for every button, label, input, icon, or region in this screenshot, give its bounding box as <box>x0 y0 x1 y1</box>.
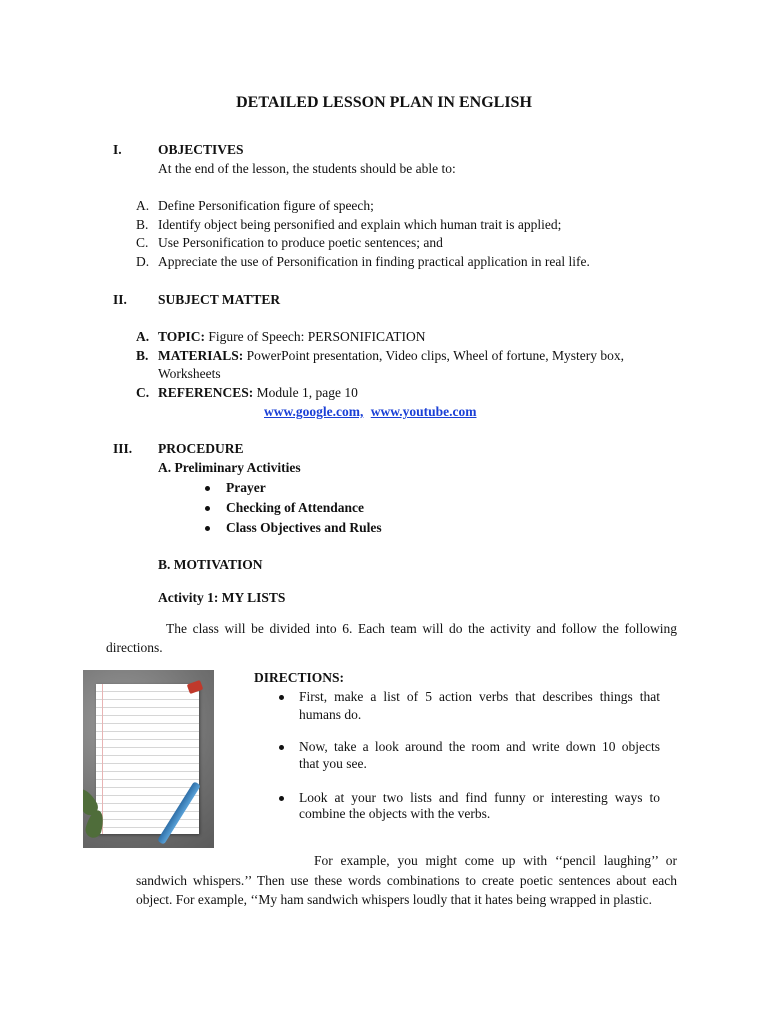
activity-heading: Activity 1: MY LISTS <box>158 590 286 605</box>
materials-text: PowerPoint presentation, Video clips, Wheel of fortune, Mystery box, <box>246 348 625 363</box>
example-line: object. For example, ‘‘My ham sandwich whispers loudly that it hates being wrapped in plastic. <box>136 892 653 907</box>
direction-line: combine the objects with the verbs. <box>299 806 491 821</box>
example-line: sandwich whispers.’’ Then use these words combinations to create poetic sentences about each <box>136 873 677 888</box>
page-title: DETAILED LESSON PLAN IN ENGLISH <box>236 94 532 111</box>
direction-line: that you see. <box>299 756 367 771</box>
subsection-heading: A. Preliminary Activities <box>158 460 301 475</box>
subject-letter: A. <box>136 329 150 344</box>
subject-letter: B. <box>136 348 149 363</box>
direction-line: Now, take a look around the room and write down 10 objects <box>299 739 660 754</box>
directions-heading: DIRECTIONS: <box>254 670 345 685</box>
subsection-heading: B. MOTIVATION <box>158 557 263 572</box>
objective-item: Identify object being personified and explain which human trait is applied; <box>158 217 562 232</box>
paragraph-line: The class will be divided into 6. Each team will do the activity and follow the following <box>166 621 677 636</box>
topic-text: Figure of Speech: PERSONIFICATION <box>208 329 426 344</box>
section-heading: OBJECTIVES <box>158 142 244 157</box>
section-number: I. <box>113 142 122 157</box>
objective-letter: D. <box>136 254 150 269</box>
bullet-item: Prayer <box>226 480 266 495</box>
youtube-link[interactable]: www.youtube.com <box>370 404 477 419</box>
references-line <box>158 385 358 401</box>
bullet-dot <box>205 526 210 531</box>
topic-label: TOPIC: <box>158 329 206 344</box>
google-link[interactable]: www.google.com, <box>264 404 364 419</box>
objective-item: Appreciate the use of Personification in finding practical application in real life. <box>158 254 590 269</box>
direction-line: First, make a list of 5 action verbs that describes things that <box>299 689 660 704</box>
objectives-intro: At the end of the lesson, the students should be able to: <box>158 161 456 176</box>
reference-links <box>264 404 477 420</box>
bullet-dot <box>279 796 284 801</box>
direction-line: Look at your two lists and find funny or interesting ways to <box>299 790 660 805</box>
references-label: REFERENCES: <box>158 385 254 400</box>
bullet-item: Checking of Attendance <box>226 500 364 515</box>
sharpener-icon <box>187 680 204 694</box>
objective-letter: B. <box>136 217 149 232</box>
objective-letter: A. <box>136 198 150 213</box>
paragraph-line: directions. <box>106 640 163 655</box>
section-heading: SUBJECT MATTER <box>158 292 281 307</box>
example-line: For example, you might come up with ‘‘pencil laughing’’ or <box>314 853 677 868</box>
subject-letter: C. <box>136 385 150 400</box>
materials-text-cont: Worksheets <box>158 366 221 381</box>
notebook-image <box>83 670 214 848</box>
objective-letter: C. <box>136 235 149 250</box>
objective-item: Define Personification figure of speech; <box>158 198 374 213</box>
materials-line <box>158 348 624 364</box>
section-heading: PROCEDURE <box>158 441 244 456</box>
topic-line <box>158 329 426 345</box>
direction-line: humans do. <box>299 707 362 722</box>
bullet-dot <box>279 695 284 700</box>
materials-label: MATERIALS: <box>158 348 244 363</box>
section-number: II. <box>113 292 127 307</box>
references-text: Module 1, page 10 <box>256 385 358 400</box>
bullet-dot <box>205 506 210 511</box>
bullet-item: Class Objectives and Rules <box>226 520 382 535</box>
objective-item: Use Personification to produce poetic sentences; and <box>158 235 443 250</box>
section-number: III. <box>113 441 133 456</box>
bullet-dot <box>279 745 284 750</box>
bullet-dot <box>205 486 210 491</box>
